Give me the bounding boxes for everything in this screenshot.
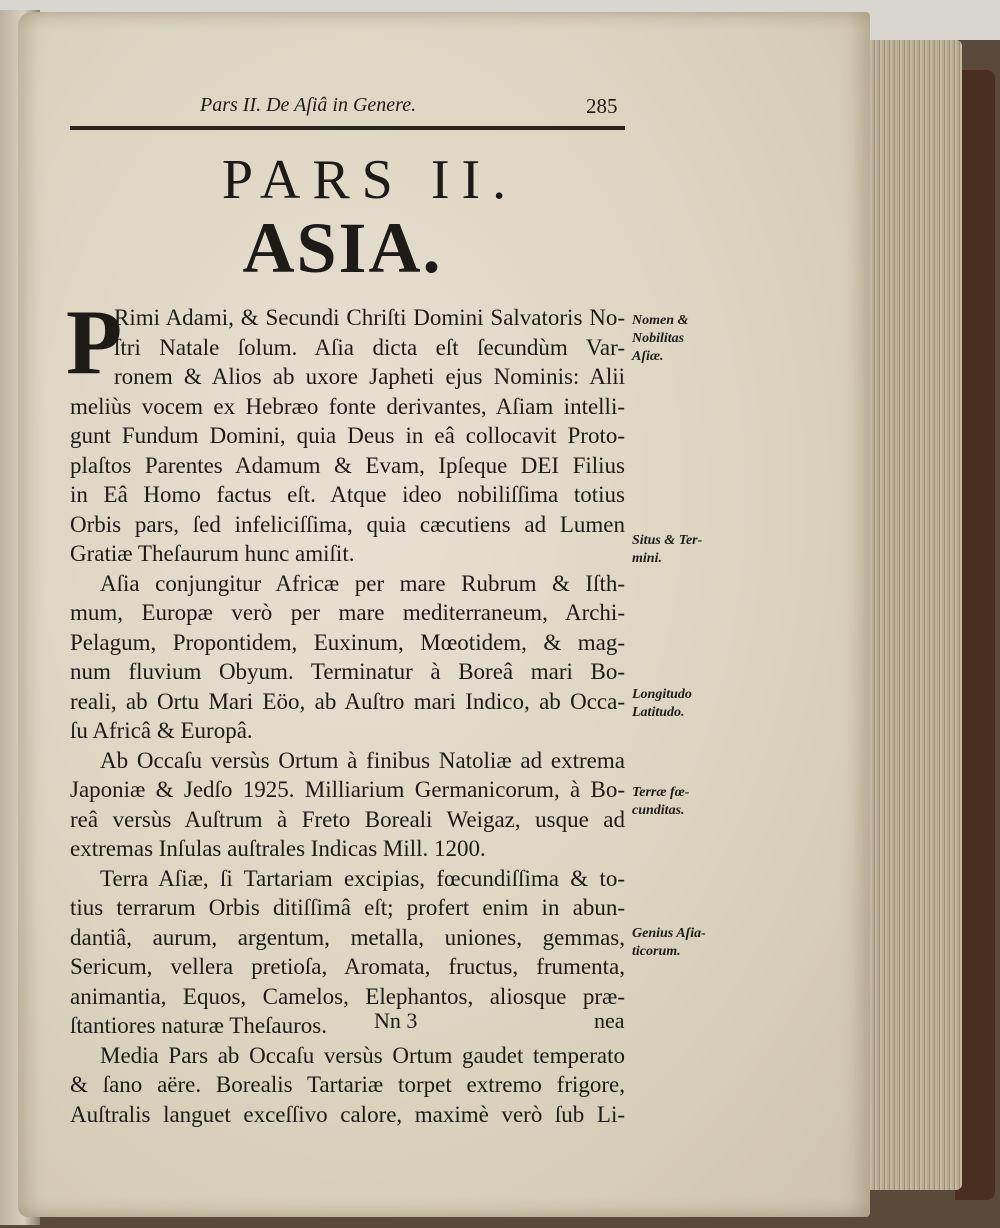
text-line: Terra Aſiæ, ſi Tartariam excipias, fœcundiſſima & to- [100,865,625,891]
note-line: mini. [632,551,662,566]
drop-cap: P [66,291,123,393]
text-line: num fluvium Obyum. Terminatur à Boreâ mari Bo- [70,659,625,684]
catchword: nea [594,1008,625,1033]
text-line: Auſtralis languet exceſſivo calore, maximè verò ſub Li- [70,1101,625,1127]
text-line: Orbis pars, ſed infeliciſſima, quia cæcutiens ad Lumen [70,511,625,537]
note-line: Latitudo. [632,705,685,720]
body-text [70,303,625,1129]
margin-note [632,925,706,961]
note-line: Situs & Ter- [632,533,703,548]
text-line: mum, Europæ verò per mare mediterraneum, Archi- [70,600,625,625]
margin-note [632,686,692,722]
part-title-text: PARS II. [221,149,519,211]
text-line: plaſtos Parentes Adamum & Evam, Ipſeque DEI Filius [70,452,625,478]
text-line: Pelagum, Propontidem, Euxinum, Mœotidem, & mag- [70,629,625,655]
running-head: Pars II. De Aſiâ in Genere. [200,94,417,116]
text-line: ronem & Alios ab uxore Japheti ejus Nominis: Alii [114,364,625,389]
text-line: reâ versùs Auſtrum à Freto Boreali Weigaz, usque ad [70,806,625,832]
text-line: extremas Inſulas auſtrales Indicas Mill. 1200. [70,836,486,861]
text-line: ſu Africâ & Europâ. [70,718,253,743]
text-line: reali, ab Ortu Mari Eöo, ab Auſtro mari Indico, ab Occa- [70,688,625,714]
text-line: Gratiæ Theſaurum hunc amiſit. [70,541,355,566]
text-line: Japoniæ & Jedſo 1925. Milliarium Germanicorum, à Bo- [70,777,625,802]
note-line: ticorum. [632,944,681,959]
chapter-title: ASIA. [242,208,443,288]
page-block-edge [862,40,962,1190]
note-line: Genius Aſia- [632,926,706,941]
margin-note [632,532,702,568]
text-line: & ſano aëre. Borealis Tartariæ torpet extremo frigore, [70,1072,625,1097]
text-line: Rimi Adami, & Secundi Chriſti Domini Salvatoris No- [114,305,625,330]
text-line: ſtri Natale ſolum. Aſia dicta eſt ſecundùm Var- [114,334,625,360]
text-line: Aſia conjungitur Africæ per mare Rubrum & Iſth- [100,570,625,596]
note-line: Nomen & [632,313,689,328]
part-title [0,148,700,212]
note-line: Terræ fœ- [632,785,690,800]
text-line: meliùs vocem ex Hebræo fonte derivantes, Aſiam intelli- [70,393,625,419]
text-line: Sericum, vellera pretioſa, Aromata, fructus, frumenta, [70,954,625,979]
text-line: dantiâ, aurum, argentum, metalla, uniones, gemmas, [70,924,625,950]
note-line: cunditas. [632,803,685,818]
margin-note [632,312,688,366]
text-line: Media Pars ab Occaſu versùs Ortum gaudet temperato [100,1042,625,1068]
text-line: Ab Occaſu versùs Ortum à finibus Natoliæ ad extrema [100,747,625,773]
note-line: Nobilitas [632,331,685,346]
page-number: 285 [586,94,618,118]
note-line: Aſiæ. [632,349,664,364]
text-line: ſtantiores naturæ Theſauros. [70,1013,327,1038]
header-rule [70,126,625,130]
text-line: tius terrarum Orbis ditiſſimâ eſt; profert enim in abun- [70,895,625,920]
text-line: animantia, Equos, Camelos, Elephantos, aliosque præ- [70,983,625,1009]
margin-note [632,784,689,820]
text-line: in Eâ Homo factus eſt. Atque ideo nobiliſſima totius [70,482,625,507]
signature-mark: Nn 3 [374,1008,418,1033]
note-line: Longitudo [632,687,692,702]
text-line: gunt Fundum Domini, quia Deus in eâ collocavit Proto- [70,423,625,448]
